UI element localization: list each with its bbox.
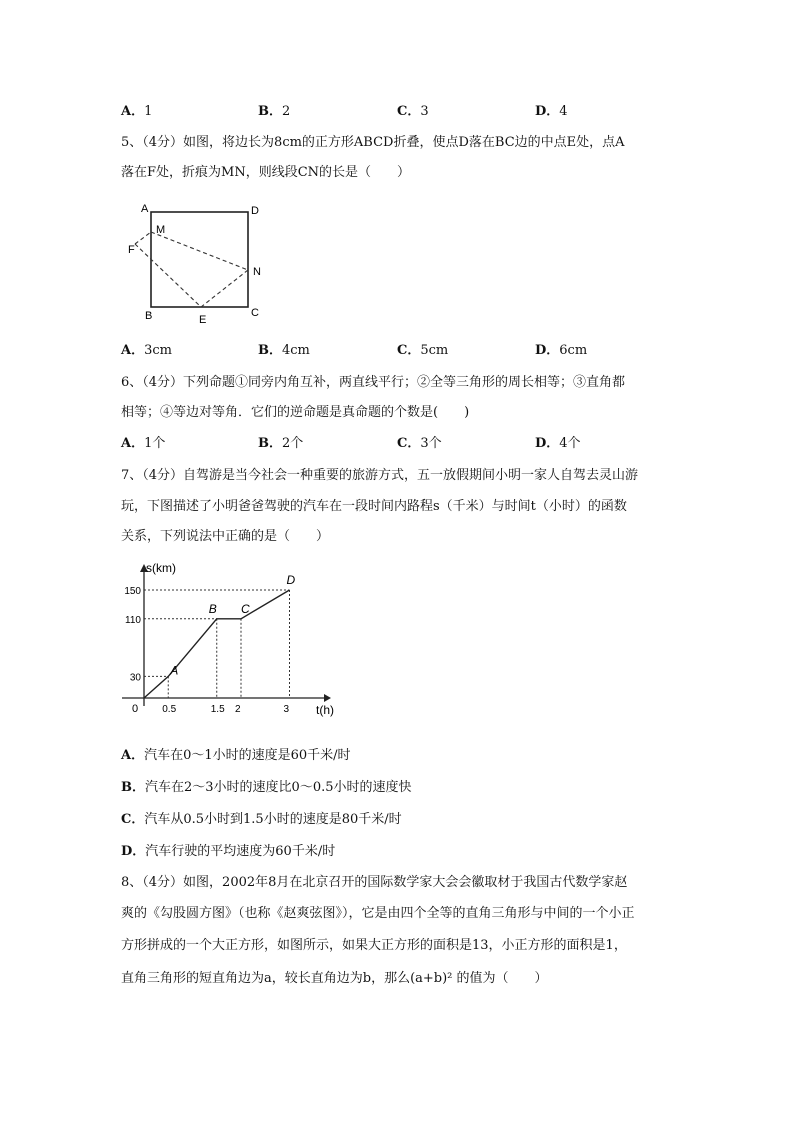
label-d: D xyxy=(251,205,259,217)
point-label-B: B xyxy=(208,601,217,616)
label-a: A xyxy=(141,203,149,215)
fold-line-mn xyxy=(151,232,248,270)
y-tick-label-30: 30 xyxy=(129,672,141,684)
q7-option-c-text: 汽车从0.5小时到1.5小时的速度是80千米/时 xyxy=(144,812,402,827)
square-abcd xyxy=(151,212,248,307)
q7-option-c-letter: C． xyxy=(121,812,145,827)
q7-option-a[interactable] xyxy=(121,747,351,765)
q7-option-a-text: 汽车在0～1小时的速度是60千米/时 xyxy=(144,748,351,763)
q5-option-d[interactable]: D．6cm xyxy=(535,343,588,358)
point-label-C: C xyxy=(241,601,250,616)
q6-option-c[interactable]: C．3个 xyxy=(397,436,442,451)
label-m: M xyxy=(156,224,166,236)
q6-option-b[interactable]: B．2个 xyxy=(258,436,304,451)
q8-stem-line1: 8、（4分）如图，2002年8月在北京召开的国际数学家大会会徽取材于我国古代数学家赵 xyxy=(121,875,628,890)
q4-option-a[interactable]: A．1 xyxy=(121,104,153,119)
point-label-A: A xyxy=(170,663,179,678)
q7-option-d-text: 汽车行驶的平均速度为60千米/时 xyxy=(145,844,336,859)
label-f: F xyxy=(128,244,135,256)
fold-line-fm xyxy=(135,232,151,244)
label-e: E xyxy=(199,314,207,326)
x-tick-label-2: 2 xyxy=(235,704,241,715)
q4-option-c[interactable]: C．3 xyxy=(397,104,429,119)
q7-stem-line3: 关系，下列说法中正确的是（ ） xyxy=(121,529,330,544)
q8-stem-line4: 直角三角形的短直角边为a，较长直角边为b，那么(a+b)² 的值为（ ） xyxy=(121,971,548,986)
fold-line-fe xyxy=(135,244,201,307)
q6-stem-line2: 相等；④等边对等角．它们的逆命题是真命题的个数是( ) xyxy=(121,405,470,420)
label-n: N xyxy=(253,266,261,278)
q7-stem-line1: 7、（4分）自驾游是当今社会一种重要的旅游方式，五一放假期间小明一家人自驾去灵山游 xyxy=(121,468,639,483)
q7-option-b-letter: B． xyxy=(121,780,145,795)
q6-stem-line1: 6、（4分）下列命题①同旁内角互补，两直线平行；②全等三角形的周长相等；③直角都 xyxy=(121,375,626,390)
label-b: B xyxy=(145,310,153,322)
q5-option-b[interactable]: B．4cm xyxy=(258,343,310,358)
q7-option-b-text: 汽车在2～3小时的速度比0～0.5小时的速度快 xyxy=(145,780,412,795)
q6-option-a[interactable]: A．1个 xyxy=(121,436,166,451)
q5-option-a[interactable]: A．3cm xyxy=(121,343,172,358)
y-tick-label-110: 110 xyxy=(125,614,141,626)
label-c: C xyxy=(251,307,259,319)
q7-option-d-letter: D． xyxy=(121,844,146,859)
fold-line-ne xyxy=(201,270,248,307)
q7-distance-time-chart xyxy=(118,558,348,724)
point-label-D: D xyxy=(286,573,296,587)
q5-option-c[interactable]: C．5cm xyxy=(397,343,449,358)
q8-stem-line3: 方形拼成的一个大正方形，如图所示，如果大正方形的面积是13，小正方形的面积是1， xyxy=(121,938,627,953)
y-axis-label: s(km) xyxy=(146,561,176,575)
x-tick-label-3: 3 xyxy=(283,704,290,715)
q5-stem-line2: 落在F处，折痕为MN，则线段CN的长是（ ） xyxy=(121,165,411,180)
q5-stem-line1: 5、（4分）如图，将边长为8cm的正方形ABCD折叠，使点D落在BC边的中点E处，点A xyxy=(121,135,625,150)
origin-label: 0 xyxy=(132,703,139,715)
x-axis-arrow xyxy=(324,694,331,702)
q7-option-c[interactable] xyxy=(121,811,402,829)
y-tick-label-150: 150 xyxy=(124,586,141,597)
q8-stem-line2: 爽的《勾股圆方图》（也称《赵爽弦图》），它是由四个全等的直角三角形与中间的一个小正 xyxy=(121,906,635,921)
q6-option-d[interactable]: D．4个 xyxy=(535,436,581,451)
q7-option-d[interactable] xyxy=(121,843,335,861)
q5-square-figure xyxy=(125,198,275,328)
chart-axes xyxy=(122,564,331,706)
q7-option-b[interactable] xyxy=(121,779,412,797)
x-tick-label-1-5: 1.5 xyxy=(210,704,225,715)
q7-option-a-letter: A． xyxy=(121,748,145,763)
chart-labels xyxy=(124,561,334,717)
x-tick-label-0-5: 0.5 xyxy=(162,704,177,715)
q4-option-d[interactable]: D．4 xyxy=(535,104,568,119)
x-axis-label: t(h) xyxy=(316,703,334,717)
q7-stem-line2: 玩，下图描述了小明爸爸驾驶的汽车在一段时间内路程s（千米）与时间t（小时）的函数 xyxy=(121,499,627,514)
q4-option-b[interactable]: B．2 xyxy=(258,104,291,119)
